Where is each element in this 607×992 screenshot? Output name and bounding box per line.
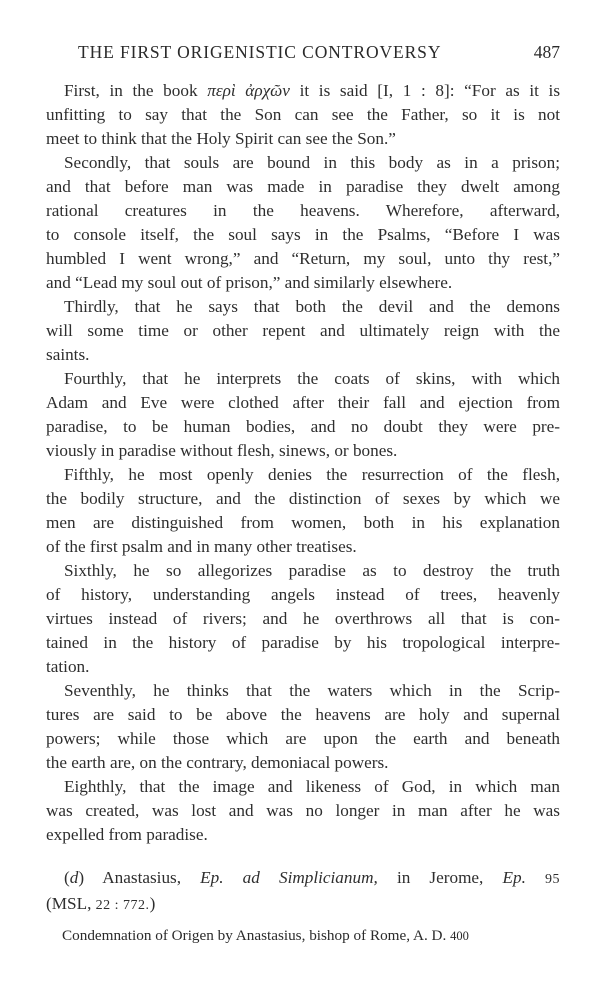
paragraph-first (46, 79, 560, 151)
text-span: it is said [I, 1 : 8]: “For as it is (289, 81, 561, 100)
paragraph-fourthly (46, 367, 560, 463)
paragraph-sixthly (46, 559, 560, 679)
citation-ep-abbrev: Ep. (502, 868, 526, 887)
text-line: and that before man was made in paradise they dwelt among (46, 177, 560, 196)
text-line: powers; while those which are upon the earth and beneath (46, 729, 560, 748)
text-line: the bodily structure, and the distinction of sexes by which we (46, 489, 560, 508)
paragraph-thirdly (46, 295, 560, 367)
source-citation (46, 866, 560, 918)
text-line: tation. (46, 657, 90, 676)
caption-year: 400 (450, 929, 469, 943)
caption-text: Condemnation of Origen by Anastasius, bishop of Rome, A. D. (62, 927, 447, 944)
running-title: THE FIRST ORIGENISTIC CONTROVERSY (78, 42, 442, 62)
citation-line (46, 892, 560, 918)
citation-author: Anastasius, (102, 868, 182, 887)
text-line: Eighthly, that the image and likeness of God, in which man (64, 777, 560, 796)
text-line (46, 79, 560, 103)
section-caption (62, 926, 542, 946)
text-line: Sixthly, he so allegorizes paradise as to destroy the truth (64, 561, 560, 580)
text-span: First, in the book (64, 81, 208, 100)
paragraph-eighthly (46, 775, 560, 847)
text-line: virtues instead of rivers; and he overthrows all that is con- (46, 609, 560, 628)
text-line: and “Lead my soul out of prison,” and similarly elsewhere. (46, 273, 453, 292)
text-line: paradise, to be human bodies, and no doubt they were pre- (46, 417, 560, 436)
text-line: unfitting to say that the Son can see the Father, so it is not (46, 105, 560, 124)
text-line: was created, was lost and was no longer in man after he was (46, 801, 560, 820)
citation-letter: d (69, 868, 79, 887)
text-line: rational creatures in the heavens. Wherefore, afterward, (46, 201, 560, 220)
citation-ref-numbers: 22 : 772. (95, 898, 150, 913)
text-line: saints. (46, 345, 90, 364)
text-line: Thirdly, that he says that both the devil and the demons (64, 297, 560, 316)
citation-in: in Jerome, (396, 868, 484, 887)
paragraph-seventhly (46, 679, 560, 775)
paragraph-fifthly (46, 463, 560, 559)
citation-line (46, 866, 560, 892)
text-line: meet to think that the Holy Spirit can see the Son.” (46, 129, 396, 148)
running-head (78, 40, 560, 64)
body-text (46, 79, 560, 847)
text-line: men are distinguished from women, both in his explanation (46, 513, 560, 532)
citation-work: Ep. ad Simplicianum, (200, 868, 378, 887)
citation-ref-close: ) (149, 894, 156, 913)
greek-title: περὶ ἀρχῶν (207, 81, 290, 100)
text-line: viously in paradise without flesh, sinews, or bones. (46, 441, 398, 460)
text-line: the earth are, on the contrary, demoniacal powers. (46, 753, 389, 772)
text-line: will some time or other repent and ultimately reign with the (46, 321, 560, 340)
text-line: Seventhly, he thinks that the waters which in the Scrip- (64, 681, 560, 700)
text-line: expelled from paradise. (46, 825, 208, 844)
page-number: 487 (533, 42, 560, 62)
text-line: of history, understanding angels instead of trees, heavenly (46, 585, 560, 604)
text-line: Fourthly, that he interprets the coats of skins, with which (64, 369, 560, 388)
text-line: tained in the history of paradise by his tropological interpre- (46, 633, 560, 652)
text-line: tures are said to be above the heavens are holy and supernal (46, 705, 560, 724)
text-line: Secondly, that souls are bound in this body as in a prison; (64, 153, 560, 172)
text-line: Fifthly, he most openly denies the resurrection of the flesh, (64, 465, 560, 484)
citation-ep-number: 95 (545, 872, 560, 887)
text-line: humbled I went wrong,” and “Return, my soul, unto thy rest,” (46, 249, 560, 268)
citation-label: (d) (64, 868, 85, 887)
text-line: to console itself, the soul says in the Psalms, “Before I was (46, 225, 560, 244)
citation-ref-open: (MSL, (46, 894, 92, 913)
text-line: of the first psalm and in many other treatises. (46, 537, 357, 556)
paragraph-secondly (46, 151, 560, 295)
text-line: Adam and Eve were clothed after their fall and ejection from (46, 393, 560, 412)
